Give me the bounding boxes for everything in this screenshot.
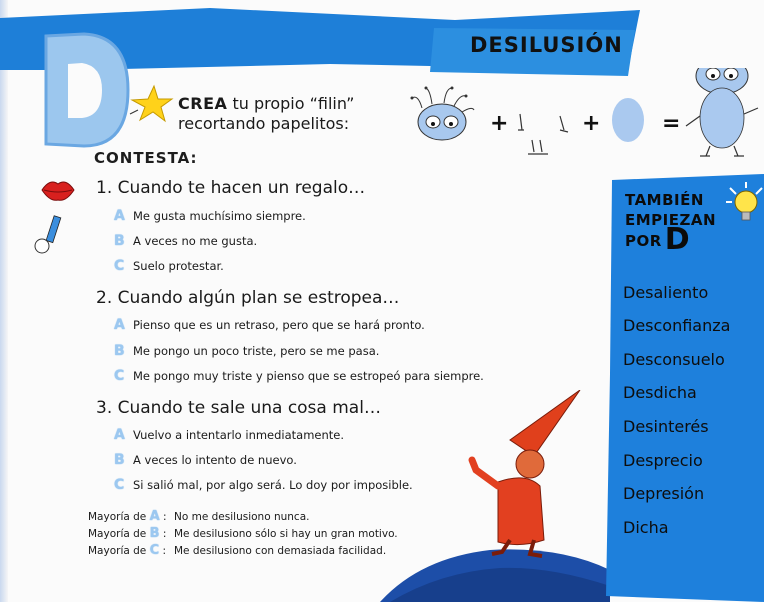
pen-icon [32,214,66,256]
option-text: A veces no me gusta. [133,234,258,248]
option-text: Pienso que es un retraso, pero que se hará pronto. [133,318,425,332]
option-text: Vuelvo a intentarlo inmediatamente. [133,428,345,442]
result-text: Me desilusiono sólo si hay un gran motivo. [174,528,398,540]
option-letter: C [114,477,125,493]
sidebar-heading [625,190,717,257]
result-letter: C [149,543,160,558]
sidebar-word: Desconsuelo [623,350,725,369]
result-a: Mayoría de A : No me desilusiono nunca. [88,509,310,524]
result-prefix: Mayoría de [88,528,147,540]
question-3-option-c [114,477,413,493]
sidebar-heading-line3: POR [625,232,662,250]
sidebar-word: Desprecio [623,451,703,470]
option-text: Me pongo un poco triste, pero se me pasa. [133,344,380,358]
page-edge [0,0,8,602]
option-text: Me pongo muy triste y pienso que se estropeó para siempre. [133,369,484,383]
question-3: 3. Cuando te sale una cosa mal… [96,398,381,418]
option-letter: B [114,343,125,359]
result-letter: A [149,509,160,524]
gnome-on-hill-illustration [380,390,610,602]
result-b: Mayoría de B : Me desilusiono sólo si hay un gran motivo. [88,526,398,541]
star-icon [128,84,174,124]
crea-instruction [178,94,354,134]
sidebar-word: Desaliento [623,283,709,302]
question-1: 1. Cuando te hacen un regalo… [96,178,366,198]
option-letter: A [114,208,125,224]
crea-word: CREA [178,94,228,113]
option-letter: B [114,233,125,249]
sidebar-heading-line2: EMPIEZAN [625,211,717,229]
option-letter: A [114,427,125,443]
result-text: No me desilusiono nunca. [174,511,310,523]
result-c: Mayoría de C : Me desilusiono con demasiada facilidad. [88,543,387,558]
result-prefix: Mayoría de [88,511,147,523]
question-1-option-c [114,258,224,274]
option-letter: B [114,452,125,468]
question-3-option-b [114,452,297,468]
question-2: 2. Cuando algún plan se estropea… [96,288,400,308]
result-prefix: Mayoría de [88,545,147,557]
lips-icon [38,176,78,204]
option-letter: A [114,317,125,333]
plus-sign-2: + [582,111,601,136]
sidebar-heading-letter: D [664,222,691,257]
sidebar-word: Desinterés [623,417,709,436]
option-letter: C [114,368,125,384]
plus-sign-1: + [490,111,509,136]
equals-sign: = [662,111,681,136]
face-equation-illustration [392,68,764,158]
result-letter: B [149,526,160,541]
page-title: DESILUSIÓN [470,33,623,57]
lightbulb-icon [722,180,764,232]
sidebar-word: Depresión [623,484,705,503]
crea-line1: tu propio “filin” [232,94,355,113]
option-text: Si salió mal, por algo será. Lo doy por imposible. [133,478,413,492]
question-3-option-a [114,427,344,443]
sidebar-heading-line1: TAMBIÉN [625,191,704,209]
contesta-label: CONTESTA: [94,149,198,167]
sidebar-word: Desdicha [623,383,697,402]
question-1-option-a [114,208,306,224]
sidebar-word: Desconfianza [623,316,731,335]
question-2-option-a [114,317,425,333]
option-text: Me gusta muchísimo siempre. [133,209,306,223]
question-1-option-b [114,233,257,249]
question-2-option-c [114,368,484,384]
option-text: A veces lo intento de nuevo. [133,453,297,467]
result-text: Me desilusiono con demasiada facilidad. [174,545,387,557]
option-text: Suelo protestar. [133,259,224,273]
big-letter-d-icon [40,30,132,150]
question-2-option-b [114,343,379,359]
option-letter: C [114,258,125,274]
crea-line2: recortando papelitos: [178,114,350,133]
sidebar-word: Dicha [623,518,669,537]
